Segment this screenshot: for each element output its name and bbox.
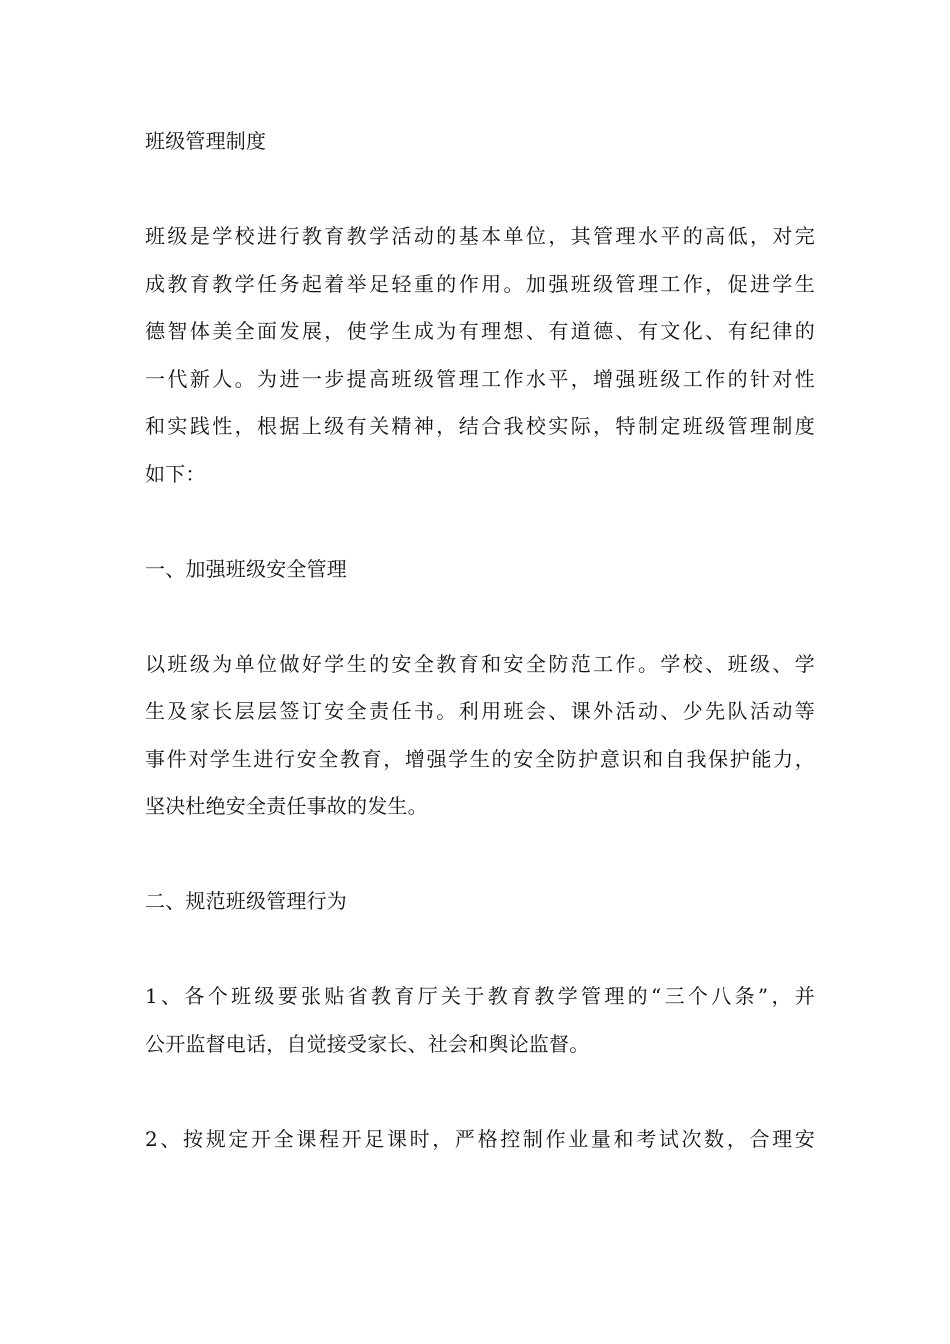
intro-line: 成教育教学任务起着举足轻重的作用。加强班级管理工作，促进学生 xyxy=(145,271,815,296)
section-line: 生及家长层层签订安全责任书。利用班会、课外活动、少先队活动等 xyxy=(145,699,815,723)
section-heading: 一、加强班级安全管理 xyxy=(145,556,347,581)
spacer xyxy=(145,166,815,214)
spacer xyxy=(145,593,815,641)
intro-line: 一代新人。为进一步提高班级管理工作水平，增强班级工作的针对性 xyxy=(145,366,815,391)
section-line: 坚决杜绝安全责任事故的发生。 xyxy=(145,794,428,818)
spacer xyxy=(145,498,815,546)
intro-line: 和实践性，根据上级有关精神，结合我校实际，特制定班级管理制度 xyxy=(145,414,815,438)
intro-line: 如下： xyxy=(145,461,206,486)
document-title: 班级管理制度 xyxy=(145,129,267,153)
section-line: 事件对学生进行安全教育，增强学生的安全防护意识和自我保护能力， xyxy=(145,746,815,771)
document-body xyxy=(145,118,815,1163)
list-item-line: 公开监督电话，自觉接受家长、社会和舆论监督。 xyxy=(145,1031,590,1056)
section-heading: 二、规范班级管理行为 xyxy=(145,889,347,913)
list-item-line: 1、各个班级要张贴省教育厅关于教育教学管理的“三个八条”，并 xyxy=(145,984,815,1008)
intro-line: 德智体美全面发展，使学生成为有理想、有道德、有文化、有纪律的 xyxy=(145,319,815,343)
section-line: 以班级为单位做好学生的安全教育和安全防范工作。学校、班级、学 xyxy=(145,651,815,676)
intro-line: 班级是学校进行教育教学活动的基本单位，其管理水平的高低，对完 xyxy=(145,224,815,248)
list-item-line: 2、按规定开全课程开足课时，严格控制作业量和考试次数，合理安 xyxy=(145,1126,815,1151)
spacer xyxy=(145,831,815,879)
spacer xyxy=(145,1068,815,1116)
spacer xyxy=(145,926,815,974)
